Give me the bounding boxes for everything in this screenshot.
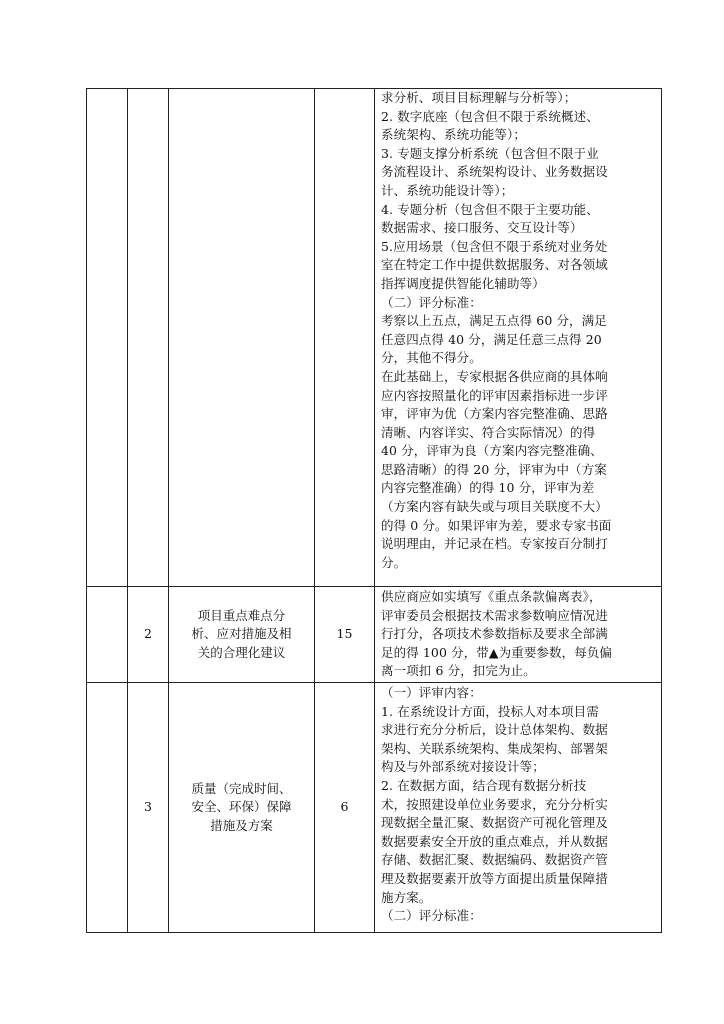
detail-line: 现数据全量汇聚、数据资产可视化管理及 bbox=[381, 815, 608, 831]
detail-line: 构及与外部系统对接设计等； bbox=[381, 759, 545, 775]
detail-line: 5.应用场景（包含但不限于系统对业务处 bbox=[381, 238, 608, 254]
score-cell: 6 bbox=[315, 683, 375, 933]
scoring-table bbox=[86, 88, 662, 933]
table-row bbox=[87, 683, 662, 933]
table-row bbox=[87, 587, 662, 683]
detail-line: （方案内容有缺失或与项目关联度不大） bbox=[381, 499, 608, 515]
row-number-cell bbox=[128, 89, 169, 587]
detail-line: 理及数据要素开放等方面提出质量保障措 bbox=[381, 870, 608, 886]
detail-line: 说明理由，并记录在档。专家按百分制打 bbox=[381, 536, 608, 552]
detail-line: 离一项扣 6 分，扣完为止。 bbox=[381, 663, 536, 679]
detail-line: 在此基础上，专家根据各供应商的具体响 bbox=[381, 368, 608, 384]
detail-line: 内容完整准确）的得 10 分，评审为差 bbox=[381, 480, 595, 496]
detail-line: （一）评审内容： bbox=[381, 685, 482, 700]
detail-line: 分，其他不得分。 bbox=[381, 350, 482, 366]
score-cell bbox=[315, 89, 375, 587]
detail-line: 2. 在数据方面，结合现有数据分析技 bbox=[381, 777, 587, 793]
detail-line: 务流程设计、系统架构设计、业务数据设 bbox=[381, 164, 608, 180]
detail-line: 计、系统功能设计等）； bbox=[381, 182, 514, 198]
detail-line: 数据要素安全开放的重点难点，并从数据 bbox=[381, 833, 608, 849]
detail-line: 40 分，评审为良（方案内容完整准确、 bbox=[381, 443, 603, 459]
item-line: 项目重点难点分 bbox=[197, 607, 286, 623]
detail-line: （二）评分标准： bbox=[381, 908, 482, 924]
detail-line: 1. 在系统设计方面，投标人对本项目需 bbox=[381, 703, 599, 719]
detail-line: 存储、数据汇聚、数据编码、数据资产管 bbox=[381, 852, 608, 868]
detail-line: 术，按照建设单位业务要求，充分分析实 bbox=[381, 796, 608, 812]
row-number-cell: 3 bbox=[128, 683, 169, 933]
item-line: 关的合理化建议 bbox=[197, 644, 286, 660]
detail-line: 足的得 100 分，带▲为重要参数，每负偏 bbox=[381, 644, 613, 660]
detail-line: 应内容按照量化的评审因素指标进一步评 bbox=[381, 387, 608, 403]
detail-line: 思路清晰）的得 20 分，评审为中（方案 bbox=[381, 461, 607, 477]
detail-line: 行打分，各项技术参数指标及要求全部满 bbox=[381, 626, 608, 642]
detail-line: 数据需求、接口服务、交互设计等） bbox=[381, 220, 583, 236]
detail-line: 任意四点得 40 分，满足任意三点得 20 bbox=[381, 331, 602, 347]
detail-line: 清晰、内容详实、符合实际情况）的得 bbox=[381, 424, 596, 440]
detail-line: 评审委员会根据技术需求参数响应情况进 bbox=[381, 607, 608, 623]
detail-line: 供应商应如实填写《重点条款偏离表》， bbox=[381, 589, 602, 604]
item-line: 析、应对措施及相 bbox=[191, 626, 292, 642]
detail-line: 系统架构、系统功能等）； bbox=[381, 127, 526, 143]
item-cell bbox=[169, 587, 315, 683]
detail-line: 审，评审为优（方案内容完整准确、思路 bbox=[381, 406, 608, 422]
detail-cell bbox=[375, 89, 662, 587]
detail-cell bbox=[375, 683, 662, 933]
item-line: 措施及方案 bbox=[210, 817, 273, 833]
detail-line: 架构、关联系统架构、集成架构、部署架 bbox=[381, 740, 608, 756]
detail-line: 4. 专题分析（包含但不限于主要功能、 bbox=[381, 201, 599, 217]
score-cell: 15 bbox=[315, 587, 375, 683]
table-row bbox=[87, 89, 662, 587]
item-cell bbox=[169, 89, 315, 587]
detail-line: 求进行充分分析后，设计总体架构、数据 bbox=[381, 722, 608, 738]
group-cell bbox=[87, 587, 128, 683]
detail-line: 3. 专题支撑分析系统（包含但不限于业 bbox=[381, 145, 599, 161]
group-cell bbox=[87, 89, 128, 587]
detail-line: 分。 bbox=[381, 554, 407, 570]
detail-line: （二）评分标准： bbox=[381, 294, 482, 310]
detail-line: 施方案。 bbox=[381, 889, 432, 905]
detail-line: 求分析、项目目标理解与分析等）； bbox=[381, 90, 577, 105]
detail-line: 指挥调度提供智能化辅助等） bbox=[381, 275, 545, 291]
group-cell bbox=[87, 683, 128, 933]
item-line: 安全、环保）保障 bbox=[191, 799, 292, 815]
detail-line: 考察以上五点，满足五点得 60 分，满足 bbox=[381, 313, 607, 329]
detail-line: 2. 数字底座（包含但不限于系统概述、 bbox=[381, 108, 599, 124]
item-line: 质量（完成时间、 bbox=[191, 780, 292, 796]
detail-line: 的得 0 分。如果评审为差，要求专家书面 bbox=[381, 517, 612, 533]
item-cell bbox=[169, 683, 315, 933]
detail-line: 室在特定工作中提供数据服务、对各领域 bbox=[381, 257, 608, 273]
detail-cell bbox=[375, 587, 662, 683]
row-number-cell: 2 bbox=[128, 587, 169, 683]
